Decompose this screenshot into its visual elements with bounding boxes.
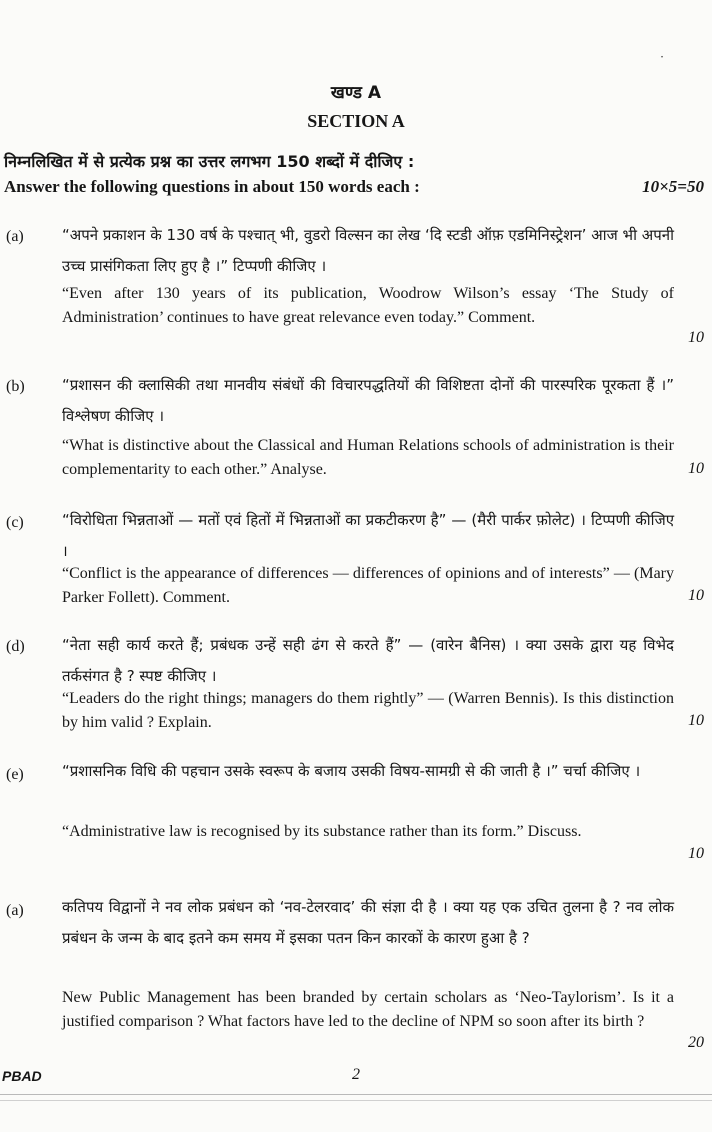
question-label: (b) [6,378,25,395]
total-marks: 10×5=50 [642,177,704,196]
instruction-hindi: निम्नलिखित में से प्रत्येक प्रश्न का उत्तर लगभग 150 शब्दों में दीजिए : [4,152,415,171]
paper-code: PBAD [2,1068,42,1084]
question-text-english: “Leaders do the right things; managers do them rightly” — (Warren Bennis). Is this distinction by him valid ? Explain. [62,690,674,731]
footer-divider [0,1094,712,1095]
question-text-english: “Administrative law is recognised by its substance rather than its form.” Discuss. [62,823,582,840]
question-marks: 10 [688,845,704,862]
question-text-hindi: “प्रशासनिक विधि की पहचान उसके स्वरूप के बजाय उसकी विषय-सामग्री से की जाती है ।” चर्चा कीजिए । [62,762,641,780]
question-text-english: New Public Management has been branded by certain scholars as ‘Neo-Taylorism’. Is it a justified comparison ? What factors have led to the decline of NPM so soon after its birth ? [62,989,674,1030]
scan-mark: · [660,50,664,64]
question-marks: 10 [688,587,704,604]
question-label: (a) [6,902,24,919]
instruction-english: Answer the following questions in about 150 words each : [4,177,420,196]
question-text-hindi: “नेता सही कार्य करते हैं; प्रबंधक उन्हें सही ढंग से करते हैं” — (वारेन बैनिस) । क्या उसके द्वारा यह विभेद तर्कसंगत है ? स्पष्ट कीजिए । [62,636,674,685]
question-marks: 10 [688,712,704,729]
question-text-english: “What is distinctive about the Classical and Human Relations schools of administration is their complementarity to each other.” Analyse. [62,437,674,478]
question-text-hindi: “अपने प्रकाशन के 130 वर्ष के पश्चात् भी, वुडरो विल्सन का लेख ‘दि स्टडी ऑफ़ एडमिनिस्ट्रेशन’ आज भी अपनी उच्च प्रासंगिकता लिए हुए है ।” टिप्पणी कीजिए । [62,226,674,275]
section-heading-english: SECTION A [307,111,405,131]
question-text-english: “Even after 130 years of its publication, Woodrow Wilson’s essay ‘The Study of Administration’ continues to have great relevance even today.” Comment. [62,285,674,326]
question-marks: 10 [688,460,704,477]
question-label: (e) [6,766,24,783]
question-marks: 10 [688,329,704,346]
footer-divider [0,1100,712,1101]
question-text-hindi: “प्रशासन की क्लासिकी तथा मानवीय संबंधों की विचारपद्धतियों की विशिष्टता दोनों की पारस्परिक पूरकता हैं ।” विश्लेषण कीजिए । [62,376,674,425]
question-text-hindi: कतिपय विद्वानों ने नव लोक प्रबंधन को ‘नव-टेलरवाद’ की संज्ञा दी है । क्या यह एक उचित तुलना है ? नव लोक प्रबंधन के जन्म के बाद इतने कम समय में इसका पतन किन कारकों के कारण हुआ है ? [62,898,674,947]
question-label: (c) [6,514,24,531]
question-text-hindi: “विरोधिता भिन्नताओं — मतों एवं हितों में भिन्नताओं का प्रकटीकरण है” — (मैरी पार्कर फ़ोलेट) । टिप्पणी कीजिए । [62,511,674,560]
section-heading-hindi: खण्ड A [330,83,382,103]
question-label: (d) [6,638,25,655]
question-label: (a) [6,228,24,245]
page-number: 2 [352,1066,360,1083]
question-text-english: “Conflict is the appearance of differences — differences of opinions and of interests” — (Mary Parker Follett). Comment. [62,565,674,606]
question-marks: 20 [688,1034,704,1051]
